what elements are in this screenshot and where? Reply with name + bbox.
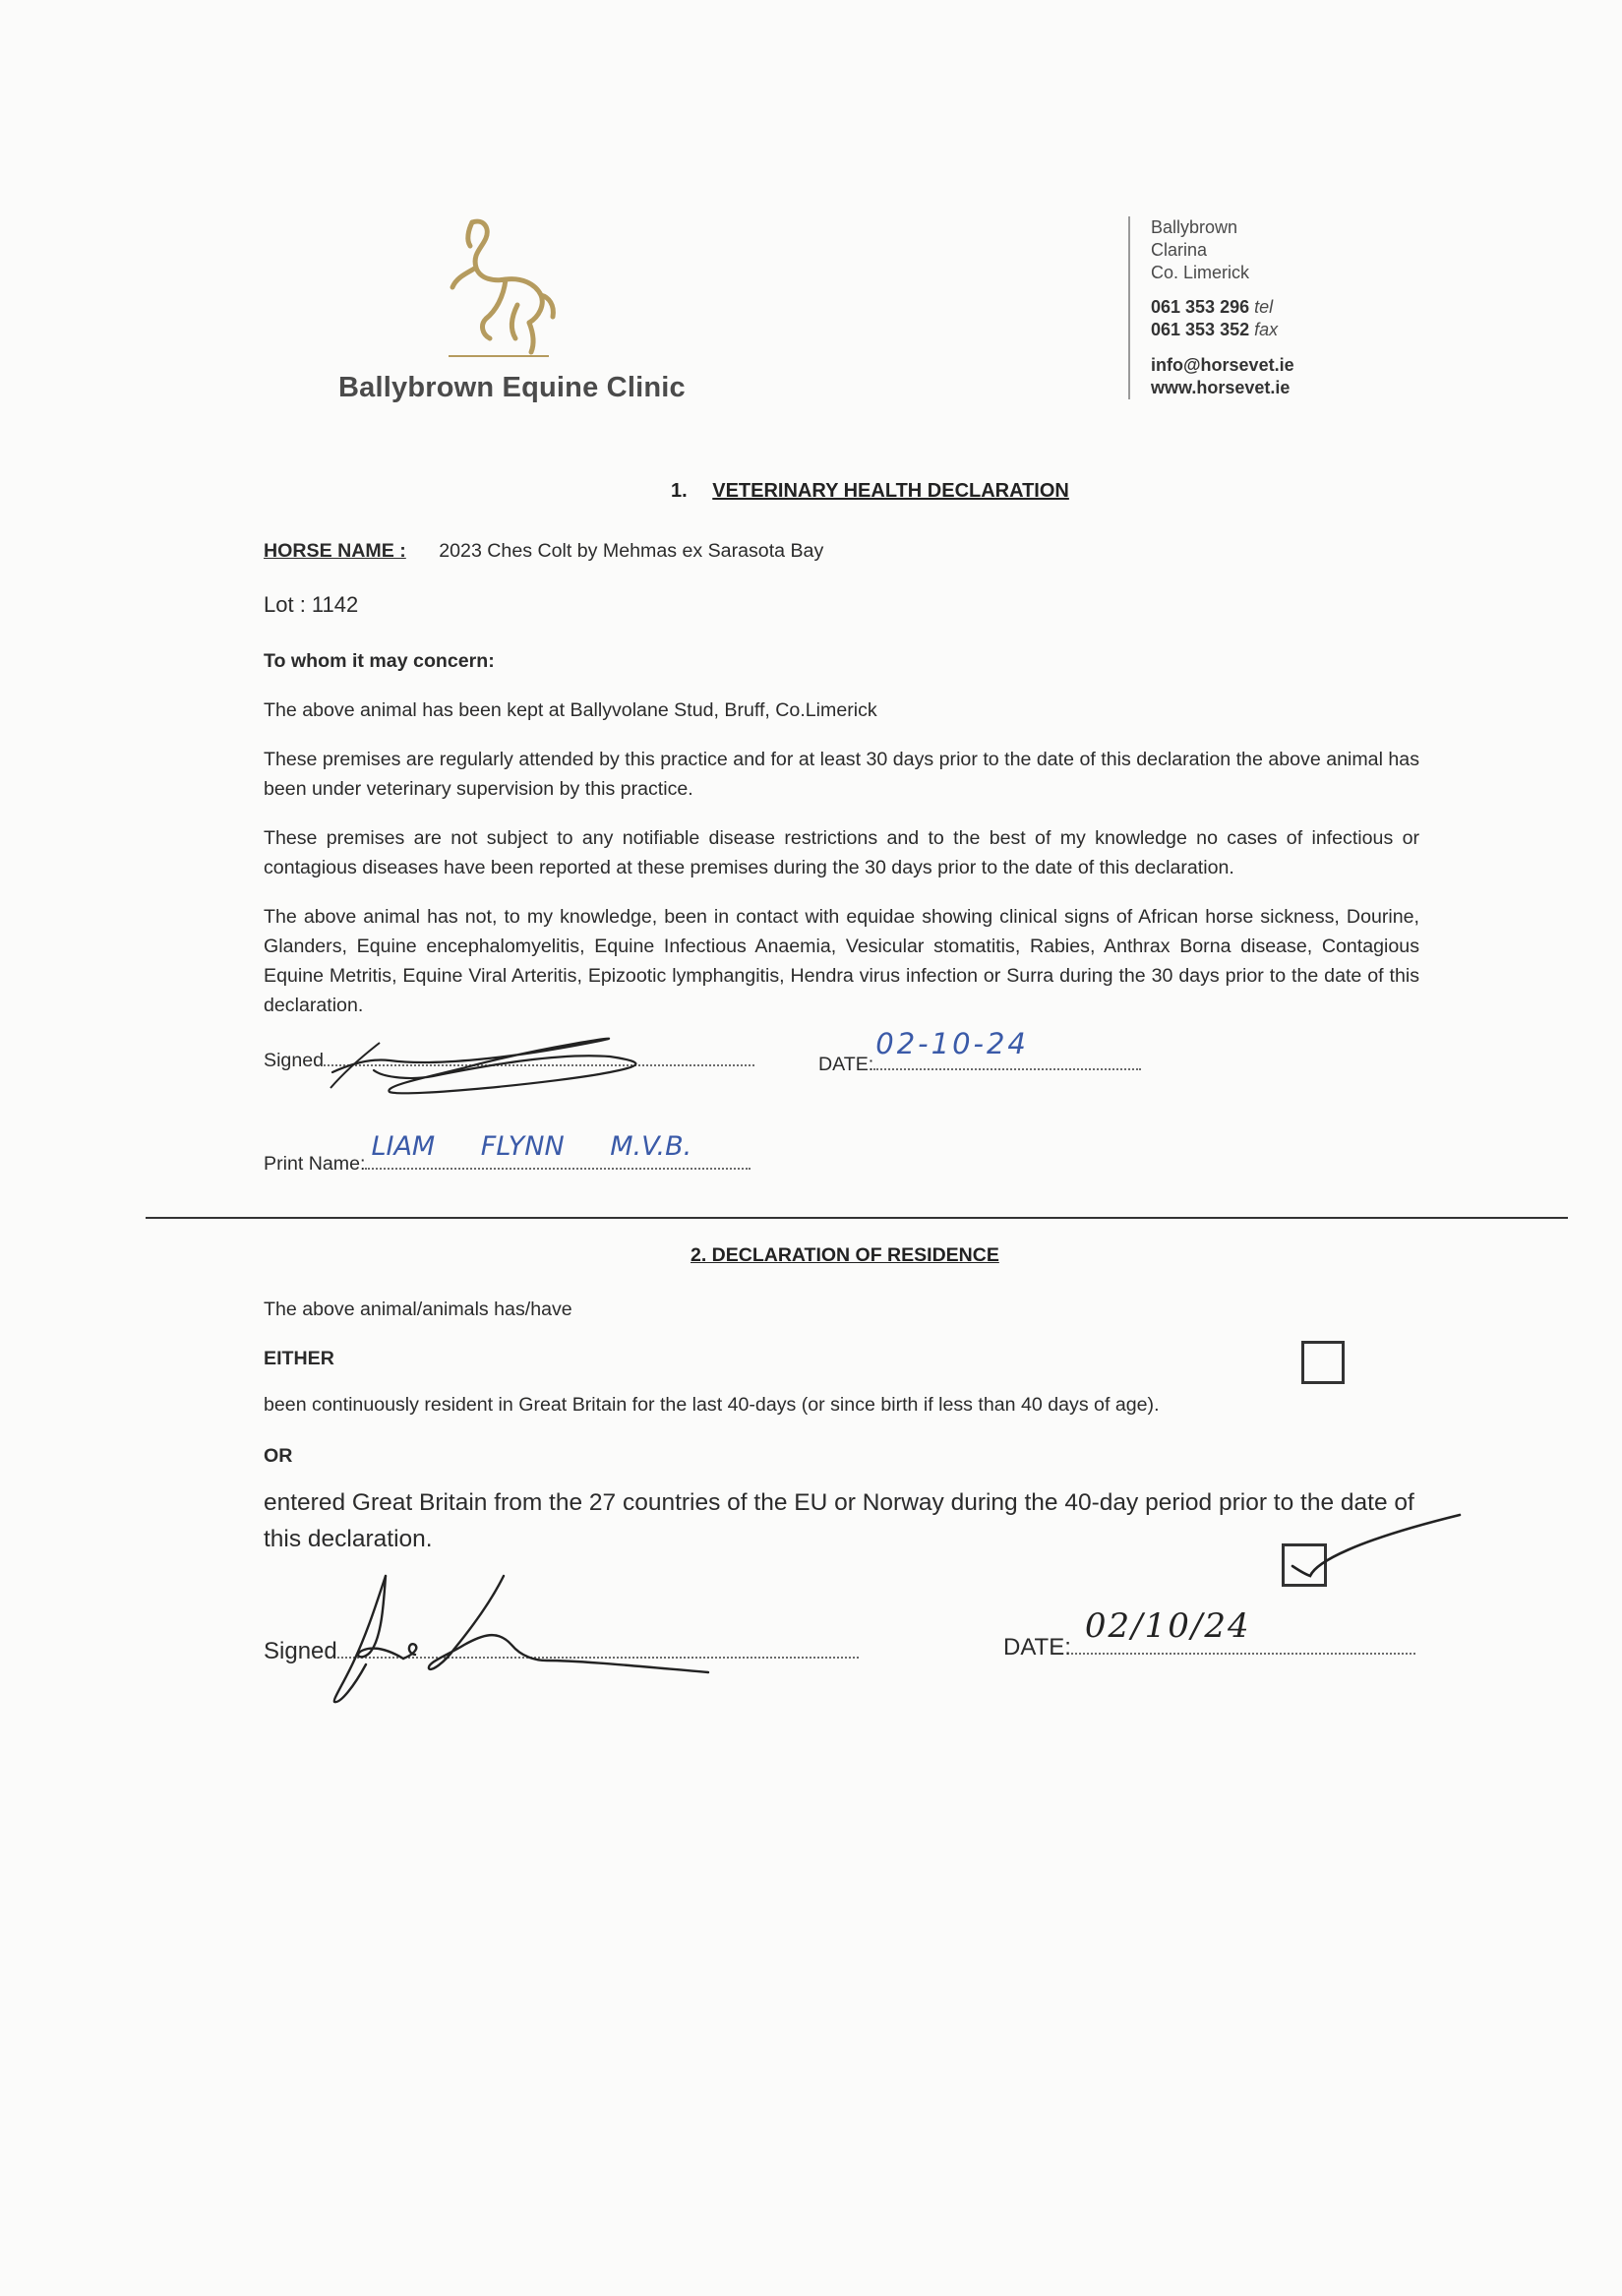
checkmark-icon: [1287, 1511, 1464, 1580]
either-label: EITHER: [264, 1348, 334, 1369]
email: info@horsevet.ie: [1151, 355, 1294, 375]
horse-name-value: 2023 Ches Colt by Mehmas ex Sarasota Bay: [439, 540, 824, 562]
signature-vet: [315, 1013, 708, 1102]
section2-title: 2. DECLARATION OF RESIDENCE: [691, 1244, 999, 1266]
tel-number: 061 353 296: [1151, 297, 1250, 317]
option1-text: been continuously resident in Great Britain for the last 40-days (or since birth if less than 40 days of age).: [264, 1394, 1160, 1416]
fax-number: 061 353 352: [1151, 320, 1250, 339]
clinic-logo: [433, 214, 561, 360]
section1-title: VETERINARY HEALTH DECLARATION: [712, 480, 1069, 502]
option2-text: entered Great Britain from the 27 countries of the EU or Norway during the 40-day period prior to the date of this declaration.: [264, 1489, 1414, 1552]
clinic-name: Ballybrown Equine Clinic: [338, 372, 686, 403]
clinic-phone: [1151, 296, 1278, 341]
address-line: Co. Limerick: [1151, 263, 1250, 282]
section1-heading: [671, 480, 1069, 503]
tel-label: tel: [1254, 297, 1274, 317]
date-row-1: [818, 1027, 1153, 1079]
clinic-contact: [1151, 354, 1294, 399]
horse-name-label: HORSE NAME :: [264, 540, 406, 562]
address-divider: [1128, 216, 1130, 399]
date-value: 02-10-24: [875, 1027, 1029, 1060]
section-divider: [146, 1217, 1568, 1219]
paragraph-premises: The above animal has been kept at Ballyvolane Stud, Bruff, Co.Limerick: [264, 699, 877, 721]
address-line: Clarina: [1151, 240, 1208, 260]
section1-number: 1.: [671, 480, 688, 502]
option1-checkbox[interactable]: [1301, 1341, 1345, 1384]
address-line: Ballybrown: [1151, 217, 1238, 237]
or-label: OR: [264, 1445, 293, 1467]
signed-label: Signed: [264, 1050, 325, 1071]
signed-label: Signed: [264, 1638, 337, 1664]
section2-intro: The above animal/animals has/have: [264, 1299, 572, 1320]
website: www.horsevet.ie: [1151, 378, 1291, 397]
lot-number: Lot : 1142: [264, 592, 359, 617]
signature-resident: [325, 1570, 718, 1708]
fax-label: fax: [1254, 320, 1279, 339]
print-name-label: Print Name:: [264, 1153, 366, 1175]
horse-name-row: [264, 536, 1424, 566]
paragraph-restrictions: These premises are not subject to any notifiable disease restrictions and to the best of my knowledge no cases of infectious or contagious diseases have been reported at these premises during the 30 days prior to the date of this declaration.: [264, 827, 1419, 878]
print-name-value: LIAM FLYNN M.V.B.: [371, 1131, 692, 1162]
paragraph-disease-contact: The above animal has not, to my knowledge, been in contact with equidae showing clinical signs of African horse sickness, Dourine, Glanders, Equine encephalomyelitis, Equine Infectious Anaemia, Vesicular stomatitis, Rabies, Anthrax Borna disease, Contagious Equine Metritis, Equine Viral Arteritis, Epizootic lymphangitis, Hendra virus infection or Surra during the 30 days prior to the date of this declaration.: [264, 906, 1419, 1016]
clinic-address: [1151, 216, 1249, 284]
date-row-2: [1003, 1606, 1416, 1662]
date-label: DATE:: [818, 1054, 874, 1075]
date-value: 02/10/24: [1084, 1606, 1251, 1646]
print-name-row: [264, 1131, 1424, 1178]
paragraph-supervision: These premises are regularly attended by this practice and for at least 30 days prior to the date of this declaration the above animal has been under veterinary supervision by this practice.: [264, 749, 1419, 800]
salutation: To whom it may concern:: [264, 650, 495, 672]
date-label: DATE:: [1003, 1634, 1071, 1661]
